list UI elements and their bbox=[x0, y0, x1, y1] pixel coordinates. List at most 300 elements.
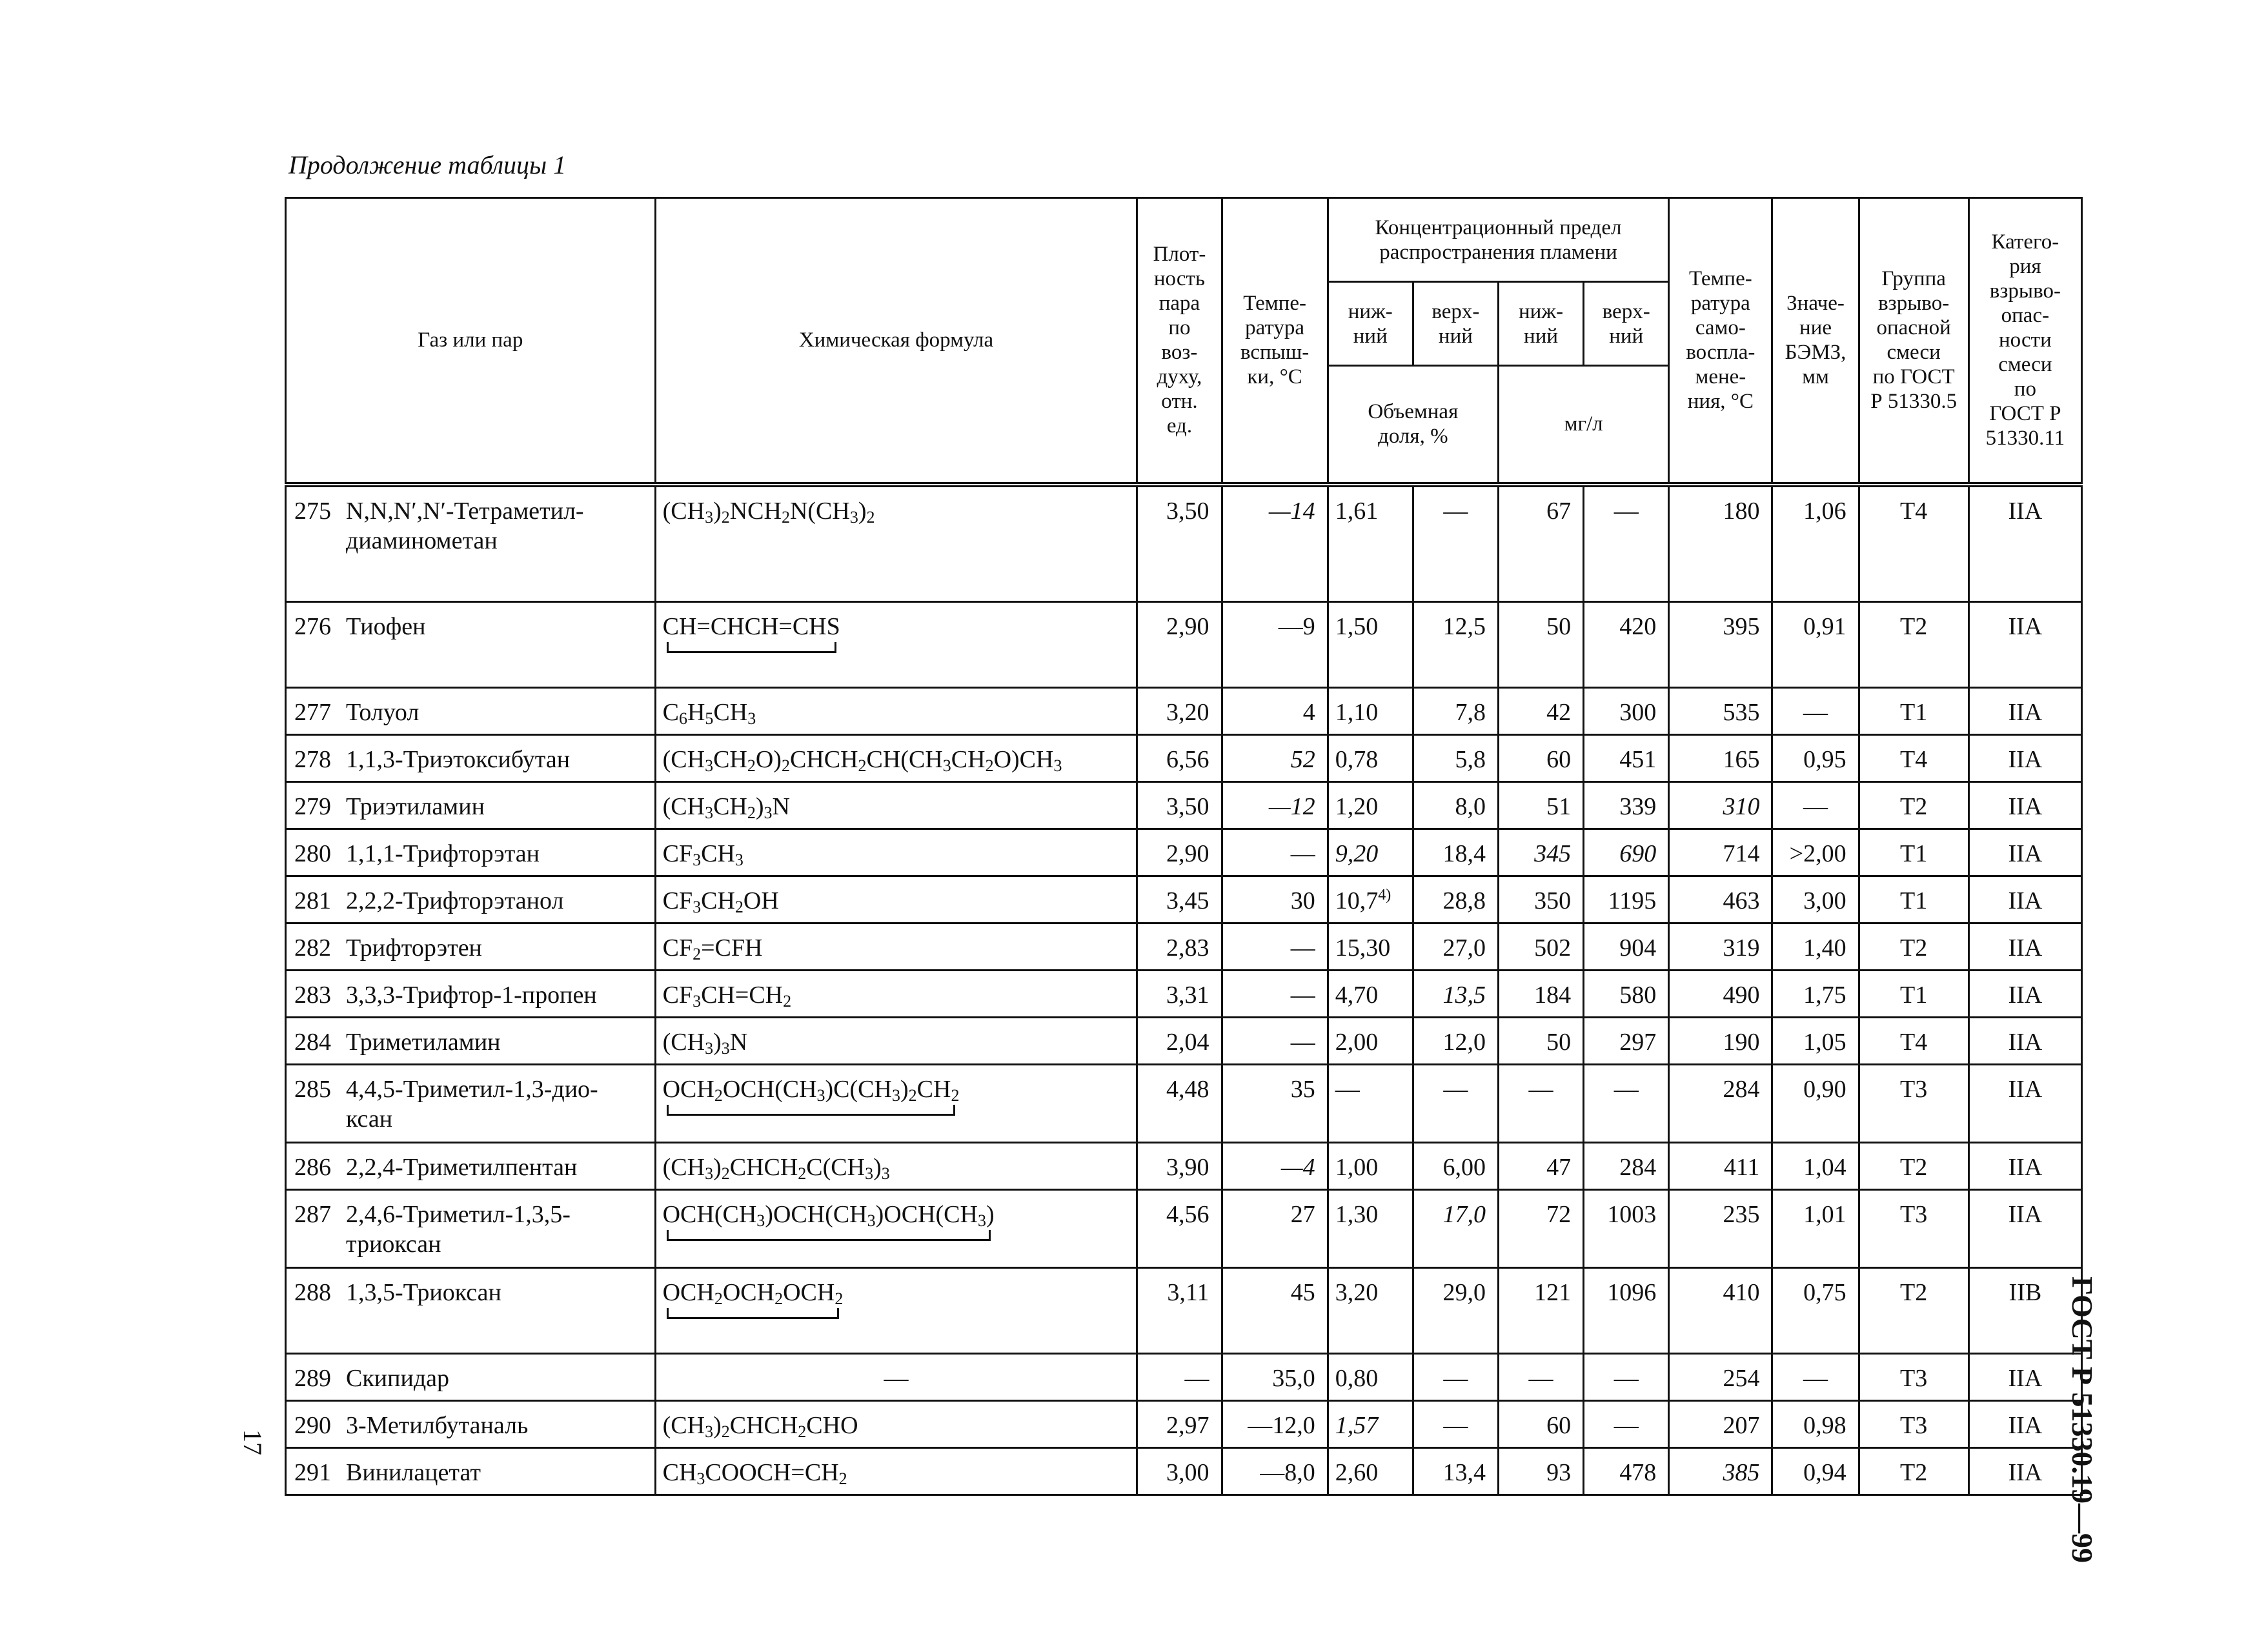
cell-formula bbox=[655, 1400, 1137, 1447]
header-lower-vol: ниж- ний bbox=[1328, 282, 1413, 366]
cell-lower-mg bbox=[1498, 687, 1583, 734]
cell-autoignition bbox=[1669, 601, 1772, 687]
row-number: 280 bbox=[294, 840, 331, 867]
cell-lower-vol bbox=[1328, 781, 1413, 829]
header-density: Плот- ность пара по воз- духу, отн. ед. bbox=[1137, 198, 1222, 485]
upper-mg-value: 1096 bbox=[1607, 1278, 1657, 1306]
gas-name: Винилацетат bbox=[346, 1458, 481, 1486]
autoignition-value: 180 bbox=[1723, 497, 1760, 525]
category-value: IIA bbox=[2008, 934, 2043, 962]
density-value: 3,00 bbox=[1166, 1458, 1209, 1486]
upper-mg-value: 580 bbox=[1619, 981, 1657, 1009]
cell-formula bbox=[655, 1447, 1137, 1495]
cell-density bbox=[1137, 734, 1222, 781]
cell-flash-point bbox=[1222, 485, 1328, 602]
footnote-marker: 4) bbox=[1378, 886, 1391, 903]
group-value: T2 bbox=[1900, 612, 1928, 640]
cell-formula bbox=[655, 970, 1137, 1017]
upper-vol-value: 5,8 bbox=[1455, 745, 1486, 773]
lower-mg-value: 93 bbox=[1546, 1458, 1572, 1486]
cell-flash-point bbox=[1222, 734, 1328, 781]
header-lower-mg: ниж- ний bbox=[1498, 282, 1583, 366]
group-value: T1 bbox=[1900, 698, 1928, 726]
cell-upper-vol bbox=[1413, 829, 1498, 876]
flash-point-value: — bbox=[1290, 840, 1315, 867]
cell-upper-mg bbox=[1584, 1189, 1669, 1267]
cell-flash-point bbox=[1222, 1447, 1328, 1495]
cell-upper-mg bbox=[1584, 1064, 1669, 1142]
bemz-value: 1,40 bbox=[1803, 934, 1846, 962]
flash-point-value: —8,0 bbox=[1260, 1458, 1315, 1486]
gas-name: 4,4,5-Триметил-1,3-дио- bbox=[346, 1075, 598, 1103]
upper-mg-value: 420 bbox=[1619, 612, 1657, 640]
table-row bbox=[286, 1353, 2082, 1400]
upper-vol-value: 12,5 bbox=[1442, 612, 1486, 640]
cell-lower-vol bbox=[1328, 1400, 1413, 1447]
gas-name-continued: ксан bbox=[346, 1105, 393, 1133]
category-value: IIA bbox=[2008, 698, 2043, 726]
lower-vol-value: 1,20 bbox=[1335, 792, 1379, 820]
upper-vol-value: 7,8 bbox=[1455, 698, 1486, 726]
gas-name: Тиофен bbox=[346, 612, 426, 640]
upper-mg-value: — bbox=[1614, 497, 1639, 525]
autoignition-value: 535 bbox=[1723, 698, 1760, 726]
row-number: 277 bbox=[294, 698, 331, 726]
category-value: IIA bbox=[2008, 1458, 2043, 1486]
category-value: IIA bbox=[2008, 840, 2043, 867]
cell-bemz bbox=[1772, 1400, 1859, 1447]
group-value: T4 bbox=[1900, 1028, 1928, 1056]
cell-formula bbox=[655, 1267, 1137, 1353]
cell-lower-mg bbox=[1498, 1017, 1583, 1064]
cell-formula bbox=[655, 829, 1137, 876]
bemz-value: 1,05 bbox=[1803, 1028, 1846, 1056]
cell-category bbox=[1968, 734, 2081, 781]
row-number: 282 bbox=[294, 934, 331, 962]
cell-bemz bbox=[1772, 1017, 1859, 1064]
bemz-value: 0,94 bbox=[1803, 1458, 1846, 1486]
lower-vol-value: 0,78 bbox=[1335, 745, 1379, 773]
cell-flash-point bbox=[1222, 1267, 1328, 1353]
gas-name: Трифторэтен bbox=[346, 934, 482, 962]
cell-upper-vol bbox=[1413, 734, 1498, 781]
cell-lower-mg bbox=[1498, 1400, 1583, 1447]
cell-lower-vol bbox=[1328, 1189, 1413, 1267]
flash-point-value: — bbox=[1290, 981, 1315, 1009]
upper-vol-value: 8,0 bbox=[1455, 792, 1486, 820]
cell-lower-mg bbox=[1498, 923, 1583, 970]
cell-category bbox=[1968, 781, 2081, 829]
cell-density bbox=[1137, 1353, 1222, 1400]
row-number: 276 bbox=[294, 612, 331, 640]
chemical-formula: CH=CHCH=CHS bbox=[662, 612, 840, 640]
bemz-value: 1,04 bbox=[1803, 1153, 1846, 1181]
cell-bemz bbox=[1772, 1267, 1859, 1353]
cell-bemz bbox=[1772, 1064, 1859, 1142]
bemz-value: — bbox=[1803, 698, 1828, 726]
cell-lower-vol bbox=[1328, 1064, 1413, 1142]
cell-bemz bbox=[1772, 601, 1859, 687]
chemical-formula: $CF_3CH=CH_2$ bbox=[662, 981, 792, 1011]
lower-mg-value: 60 bbox=[1546, 745, 1572, 773]
header-concentration: Концентрационный предел распространения пламени bbox=[1328, 198, 1669, 282]
cell-density bbox=[1137, 1400, 1222, 1447]
cell-formula bbox=[655, 601, 1137, 687]
cell-upper-vol bbox=[1413, 1064, 1498, 1142]
table-row bbox=[286, 1142, 2082, 1189]
cell-lower-vol bbox=[1328, 1353, 1413, 1400]
lower-mg-value: 51 bbox=[1546, 792, 1572, 820]
cell-upper-mg bbox=[1584, 734, 1669, 781]
density-value: 3,11 bbox=[1167, 1278, 1209, 1306]
density-value: 3,31 bbox=[1166, 981, 1209, 1009]
upper-vol-value: 13,4 bbox=[1442, 1458, 1486, 1486]
lower-mg-value: — bbox=[1528, 1075, 1553, 1103]
cell-gas-name bbox=[286, 601, 656, 687]
gas-name: 1,3,5-Триоксан bbox=[346, 1278, 501, 1306]
cell-upper-mg bbox=[1584, 829, 1669, 876]
cell-flash-point bbox=[1222, 601, 1328, 687]
upper-mg-value: 1003 bbox=[1607, 1200, 1657, 1228]
flash-point-value: 35 bbox=[1290, 1075, 1315, 1103]
bemz-value: 0,98 bbox=[1803, 1411, 1846, 1439]
flash-point-value: 45 bbox=[1290, 1278, 1315, 1306]
upper-mg-value: 284 bbox=[1619, 1153, 1657, 1181]
cell-lower-vol bbox=[1328, 1267, 1413, 1353]
row-number: 279 bbox=[294, 792, 331, 820]
cell-lower-mg bbox=[1498, 1189, 1583, 1267]
cell-lower-vol bbox=[1328, 734, 1413, 781]
cell-upper-vol bbox=[1413, 485, 1498, 602]
lower-vol-value: 4,70 bbox=[1335, 981, 1379, 1009]
upper-mg-value: 297 bbox=[1619, 1028, 1657, 1056]
gas-name: Триэтиламин bbox=[346, 792, 485, 820]
chemical-formula: $OCH(CH_3)OCH(CH_3)OCH(CH_3)$ bbox=[662, 1200, 995, 1230]
category-value: IIA bbox=[2008, 1200, 2043, 1228]
lower-vol-value: 0,80 bbox=[1335, 1364, 1379, 1392]
cell-formula bbox=[655, 485, 1137, 602]
upper-vol-value: 13,5 bbox=[1442, 981, 1486, 1009]
cell-group bbox=[1859, 687, 1968, 734]
header-volume-fraction: Объемная доля, % bbox=[1328, 366, 1498, 485]
cell-flash-point bbox=[1222, 1064, 1328, 1142]
chemical-formula: $CH_3COOCH=CH_2$ bbox=[662, 1458, 847, 1488]
cell-bemz bbox=[1772, 1447, 1859, 1495]
upper-mg-value: — bbox=[1614, 1411, 1639, 1439]
lower-vol-value: 1,00 bbox=[1335, 1153, 1379, 1181]
autoignition-value: 235 bbox=[1723, 1200, 1760, 1228]
flash-point-value: 52 bbox=[1290, 745, 1315, 773]
cell-gas-name bbox=[286, 1447, 656, 1495]
upper-mg-value: 300 bbox=[1619, 698, 1657, 726]
data-table bbox=[285, 197, 2083, 1496]
cell-upper-vol bbox=[1413, 1400, 1498, 1447]
autoignition-value: 165 bbox=[1723, 745, 1760, 773]
cell-category bbox=[1968, 829, 2081, 876]
header-category: Катего- рия взрыво- опас- ности смеси по ГОСТ Р 51330.11 bbox=[1968, 198, 2081, 485]
density-value: 3,45 bbox=[1166, 887, 1209, 914]
cell-formula bbox=[655, 923, 1137, 970]
table-row bbox=[286, 781, 2082, 829]
bemz-value: 3,00 bbox=[1803, 887, 1846, 914]
group-value: T3 bbox=[1900, 1411, 1928, 1439]
lower-mg-value: 184 bbox=[1534, 981, 1572, 1009]
category-value: IIA bbox=[2008, 612, 2043, 640]
flash-point-value: 27 bbox=[1290, 1200, 1315, 1228]
table-row bbox=[286, 687, 2082, 734]
cell-autoignition bbox=[1669, 923, 1772, 970]
gas-name: 3,3,3-Трифтор-1-пропен bbox=[346, 981, 597, 1009]
cell-category bbox=[1968, 923, 2081, 970]
category-value: IIB bbox=[2008, 1278, 2042, 1306]
cell-upper-vol bbox=[1413, 970, 1498, 1017]
cell-gas-name bbox=[286, 829, 656, 876]
flash-point-value: 4 bbox=[1302, 698, 1315, 726]
bemz-value: — bbox=[1803, 792, 1828, 820]
table-body bbox=[286, 485, 2082, 1495]
bemz-value: 1,01 bbox=[1803, 1200, 1846, 1228]
flash-point-value: — bbox=[1290, 1028, 1315, 1056]
cell-density bbox=[1137, 485, 1222, 602]
density-value: 4,56 bbox=[1166, 1200, 1209, 1228]
cell-lower-mg bbox=[1498, 1064, 1583, 1142]
upper-vol-value: 28,8 bbox=[1442, 887, 1486, 914]
row-number: 278 bbox=[294, 745, 331, 773]
row-number: 275 bbox=[294, 497, 331, 525]
cell-group bbox=[1859, 829, 1968, 876]
cell-lower-vol bbox=[1328, 876, 1413, 923]
cell-category bbox=[1968, 970, 2081, 1017]
cell-density bbox=[1137, 1064, 1222, 1142]
cell-formula bbox=[655, 781, 1137, 829]
group-value: T2 bbox=[1900, 1153, 1928, 1181]
chemical-formula: $(CH_3CH_2)_3N$ bbox=[662, 792, 790, 822]
chemical-formula: $CF_2=CFH$ bbox=[662, 934, 763, 963]
cell-upper-mg bbox=[1584, 781, 1669, 829]
cell-lower-mg bbox=[1498, 876, 1583, 923]
cell-density bbox=[1137, 687, 1222, 734]
cell-bemz bbox=[1772, 687, 1859, 734]
cell-formula bbox=[655, 734, 1137, 781]
lower-vol-value: 1,30 bbox=[1335, 1200, 1379, 1228]
cell-gas-name bbox=[286, 1017, 656, 1064]
cell-flash-point bbox=[1222, 923, 1328, 970]
cell-bemz bbox=[1772, 923, 1859, 970]
flash-point-value: 35,0 bbox=[1272, 1364, 1315, 1392]
cell-upper-vol bbox=[1413, 1017, 1498, 1064]
header-bemz: Значе- ние БЭМЗ, мм bbox=[1772, 198, 1859, 485]
cell-category bbox=[1968, 601, 2081, 687]
row-number: 287 bbox=[294, 1200, 331, 1228]
cell-gas-name bbox=[286, 970, 656, 1017]
header-mg-per-l: мг/л bbox=[1498, 366, 1668, 485]
gas-name-continued: триоксан bbox=[346, 1230, 441, 1258]
upper-vol-value: 27,0 bbox=[1442, 934, 1486, 962]
chemical-formula: $CF_3CH_3$ bbox=[662, 840, 744, 869]
cell-bemz bbox=[1772, 1142, 1859, 1189]
table-row bbox=[286, 485, 2082, 602]
upper-vol-value: 6,00 bbox=[1442, 1153, 1486, 1181]
cell-group bbox=[1859, 1447, 1968, 1495]
category-value: IIA bbox=[2008, 497, 2043, 525]
cell-autoignition bbox=[1669, 829, 1772, 876]
category-value: IIA bbox=[2008, 1411, 2043, 1439]
page-number: 17 bbox=[238, 1429, 267, 1455]
cell-density bbox=[1137, 876, 1222, 923]
cell-flash-point bbox=[1222, 1142, 1328, 1189]
bemz-value: 0,95 bbox=[1803, 745, 1846, 773]
gas-name: N,N,N′,N′-Тетраметил- bbox=[346, 497, 584, 525]
lower-vol-value: 1,57 bbox=[1335, 1411, 1379, 1439]
cell-autoignition bbox=[1669, 1189, 1772, 1267]
cell-upper-vol bbox=[1413, 1353, 1498, 1400]
cell-group bbox=[1859, 1267, 1968, 1353]
autoignition-value: 310 bbox=[1723, 792, 1760, 820]
autoignition-value: 284 bbox=[1723, 1075, 1760, 1103]
cell-flash-point bbox=[1222, 829, 1328, 876]
table-row bbox=[286, 1189, 2082, 1267]
cell-upper-mg bbox=[1584, 485, 1669, 602]
header-flash: Темпе- ратура вспыш- ки, °С bbox=[1222, 198, 1328, 485]
density-value: 3,50 bbox=[1166, 792, 1209, 820]
cell-upper-vol bbox=[1413, 1267, 1498, 1353]
cell-autoignition bbox=[1669, 781, 1772, 829]
cell-upper-mg bbox=[1584, 1400, 1669, 1447]
cell-lower-vol bbox=[1328, 485, 1413, 602]
cell-lower-mg bbox=[1498, 485, 1583, 602]
cell-upper-vol bbox=[1413, 876, 1498, 923]
density-value: 4,48 bbox=[1166, 1075, 1209, 1103]
upper-vol-value: 17,0 bbox=[1442, 1200, 1486, 1228]
autoignition-value: 395 bbox=[1723, 612, 1760, 640]
cell-category bbox=[1968, 687, 2081, 734]
flash-point-value: 30 bbox=[1290, 887, 1315, 914]
cell-category bbox=[1968, 1142, 2081, 1189]
lower-vol-value: 1,10 bbox=[1335, 698, 1379, 726]
bemz-value: 1,06 bbox=[1803, 497, 1846, 525]
cell-bemz bbox=[1772, 1189, 1859, 1267]
header-upper-mg: верх- ний bbox=[1584, 282, 1669, 366]
upper-vol-value: — bbox=[1443, 1075, 1468, 1103]
upper-vol-value: — bbox=[1443, 497, 1468, 525]
row-number: 288 bbox=[294, 1278, 331, 1306]
autoignition-value: 385 bbox=[1723, 1458, 1760, 1486]
bemz-value: >2,00 bbox=[1789, 840, 1846, 867]
cell-gas-name bbox=[286, 734, 656, 781]
bemz-value: 1,75 bbox=[1803, 981, 1846, 1009]
cell-gas-name bbox=[286, 687, 656, 734]
gas-name: 2,4,6-Триметил-1,3,5- bbox=[346, 1200, 571, 1228]
row-number: 291 bbox=[294, 1458, 331, 1486]
lower-vol-value: 1,61 bbox=[1335, 497, 1379, 525]
lower-mg-value: 42 bbox=[1546, 698, 1572, 726]
flash-point-value: —12,0 bbox=[1248, 1411, 1315, 1439]
table-caption: Продолжение таблицы 1 bbox=[288, 150, 567, 179]
cell-bemz bbox=[1772, 829, 1859, 876]
cell-group bbox=[1859, 734, 1968, 781]
cell-upper-mg bbox=[1584, 1142, 1669, 1189]
cell-density bbox=[1137, 781, 1222, 829]
cell-gas-name bbox=[286, 876, 656, 923]
cell-upper-vol bbox=[1413, 1189, 1498, 1267]
gas-name: 1,1,3-Триэтоксибутан bbox=[346, 745, 571, 773]
header-upper-vol: верх- ний bbox=[1413, 282, 1498, 366]
cell-lower-mg bbox=[1498, 1267, 1583, 1353]
cell-flash-point bbox=[1222, 876, 1328, 923]
cell-bemz bbox=[1772, 781, 1859, 829]
cell-gas-name bbox=[286, 485, 656, 602]
gas-name: 3-Метилбутаналь bbox=[346, 1411, 529, 1439]
lower-vol-value: — bbox=[1335, 1075, 1360, 1103]
cell-upper-mg bbox=[1584, 601, 1669, 687]
table-row bbox=[286, 970, 2082, 1017]
autoignition-value: 490 bbox=[1723, 981, 1760, 1009]
cell-autoignition bbox=[1669, 1353, 1772, 1400]
row-number: 285 bbox=[294, 1075, 331, 1103]
autoignition-value: 410 bbox=[1723, 1278, 1760, 1306]
cell-category bbox=[1968, 1017, 2081, 1064]
header-autoignition: Темпе- ратура само- воспла- мене- ния, °С bbox=[1669, 198, 1772, 485]
chemical-formula: $(CH_3)_3N$ bbox=[662, 1028, 748, 1058]
cell-group bbox=[1859, 601, 1968, 687]
group-value: T2 bbox=[1900, 934, 1928, 962]
cell-lower-mg bbox=[1498, 1447, 1583, 1495]
cell-formula bbox=[655, 687, 1137, 734]
cell-autoignition bbox=[1669, 485, 1772, 602]
cell-autoignition bbox=[1669, 1400, 1772, 1447]
upper-mg-value: — bbox=[1614, 1075, 1639, 1103]
cell-autoignition bbox=[1669, 1447, 1772, 1495]
cell-upper-mg bbox=[1584, 1353, 1669, 1400]
cell-gas-name bbox=[286, 781, 656, 829]
gas-name-continued: диаминометан bbox=[346, 527, 498, 554]
cell-group bbox=[1859, 1400, 1968, 1447]
upper-vol-value: 18,4 bbox=[1442, 840, 1486, 867]
cell-formula bbox=[655, 1142, 1137, 1189]
cell-density bbox=[1137, 923, 1222, 970]
cell-lower-vol bbox=[1328, 1017, 1413, 1064]
table-row bbox=[286, 829, 2082, 876]
cell-flash-point bbox=[1222, 970, 1328, 1017]
lower-mg-value: 345 bbox=[1534, 840, 1572, 867]
bemz-value: 0,75 bbox=[1803, 1278, 1846, 1306]
upper-mg-value: 1195 bbox=[1608, 887, 1657, 914]
group-value: T1 bbox=[1900, 981, 1928, 1009]
chemical-formula: $OCH_2OCH(CH_3)C(CH_3)_2CH_2$ bbox=[662, 1075, 960, 1105]
gas-name: 2,2,2-Трифторэтанол bbox=[346, 887, 564, 914]
bemz-value: — bbox=[1803, 1364, 1828, 1392]
lower-mg-value: 60 bbox=[1546, 1411, 1572, 1439]
cell-density bbox=[1137, 601, 1222, 687]
cell-upper-mg bbox=[1584, 1447, 1669, 1495]
autoignition-value: 714 bbox=[1723, 840, 1760, 867]
cell-density bbox=[1137, 970, 1222, 1017]
cell-lower-vol bbox=[1328, 829, 1413, 876]
cell-group bbox=[1859, 1017, 1968, 1064]
cell-lower-mg bbox=[1498, 781, 1583, 829]
cell-upper-vol bbox=[1413, 1142, 1498, 1189]
lower-vol-value: 9,20 bbox=[1335, 840, 1379, 867]
cell-upper-vol bbox=[1413, 923, 1498, 970]
gas-name: 1,1,1-Трифторэтан bbox=[346, 840, 540, 867]
category-value: IIA bbox=[2008, 792, 2043, 820]
density-value: 3,20 bbox=[1166, 698, 1209, 726]
cell-lower-vol bbox=[1328, 687, 1413, 734]
cell-density bbox=[1137, 1142, 1222, 1189]
cell-upper-vol bbox=[1413, 1447, 1498, 1495]
table-row bbox=[286, 923, 2082, 970]
upper-mg-value: 904 bbox=[1619, 934, 1657, 962]
